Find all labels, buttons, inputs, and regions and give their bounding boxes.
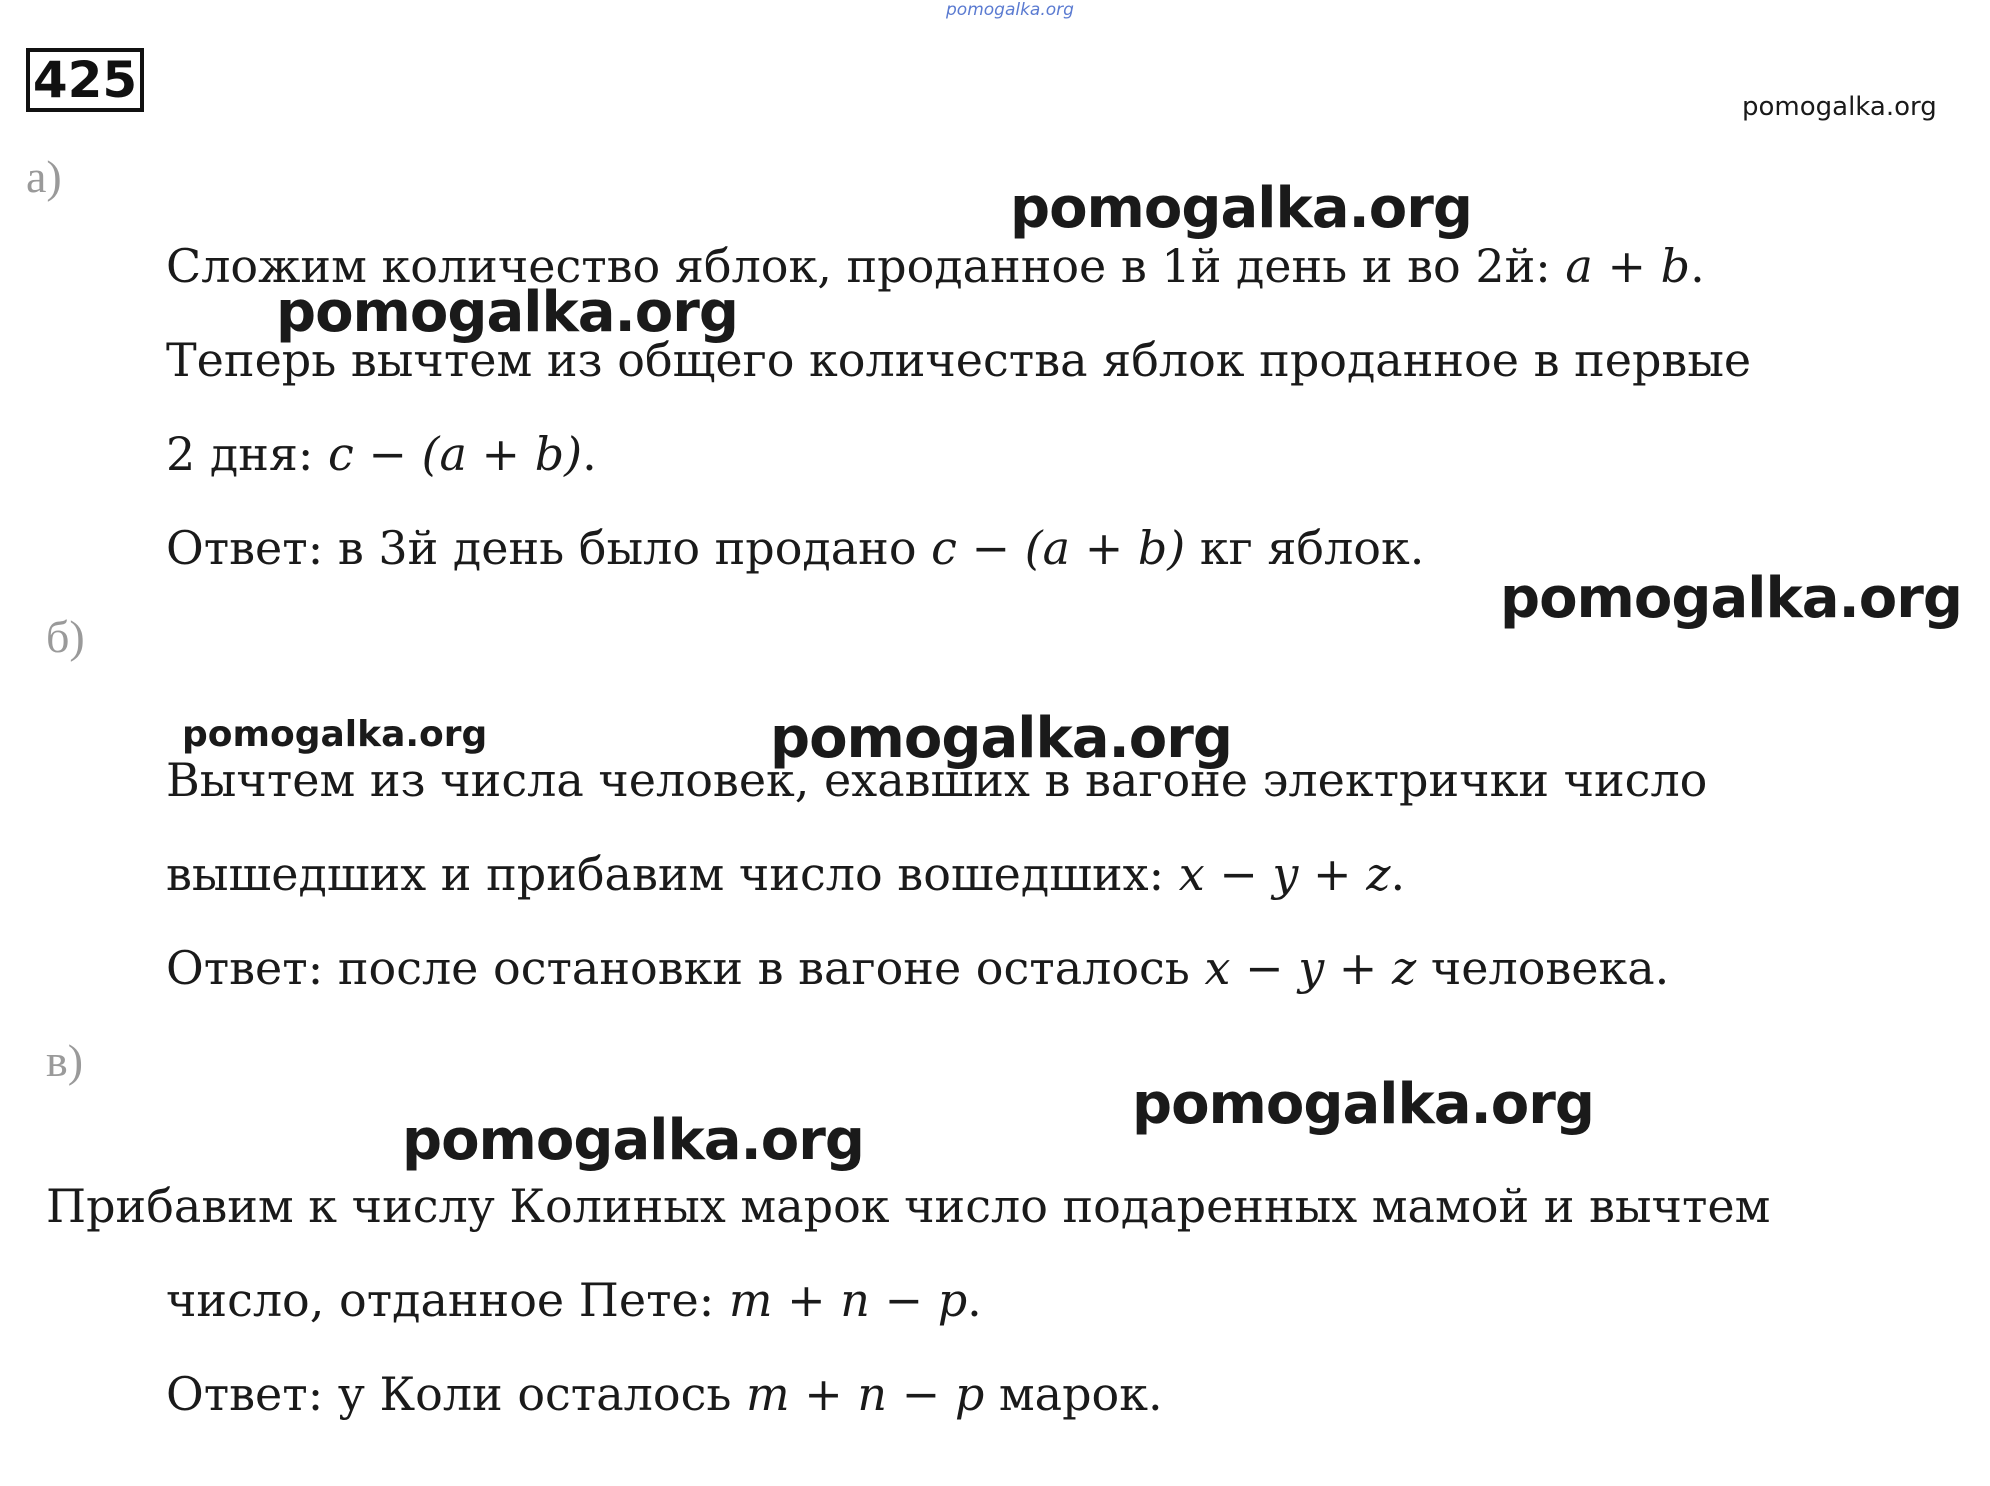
watermark-a-1: pomogalka.org: [1010, 176, 1472, 241]
section-a-label: а): [26, 151, 62, 202]
section-b-answer: [166, 938, 1669, 998]
section-c-line2-math: m + n − p: [728, 1273, 968, 1327]
watermark-top-right: pomogalka.org: [1742, 92, 1937, 122]
section-a-line1-math: a + b: [1565, 239, 1691, 293]
section-a-line3-end: .: [582, 427, 597, 481]
section-a-line1-end: .: [1690, 239, 1705, 293]
section-b-answer-end: человека.: [1416, 941, 1670, 995]
watermark-a-2: pomogalka.org: [276, 280, 738, 345]
watermark-c-2: pomogalka.org: [1132, 1072, 1594, 1137]
section-a-line3: [166, 424, 597, 484]
section-c-answer: [166, 1364, 1163, 1424]
section-b-line2-text: вышедших и прибавим число вошедших:: [166, 847, 1179, 901]
watermark-c-1: pomogalka.org: [402, 1108, 864, 1173]
section-c-line2: [166, 1270, 982, 1330]
section-c-answer-end: марок.: [984, 1367, 1163, 1421]
section-c-line1: Прибавим к числу Колиных марок число подаренных мамой и вычтем: [46, 1179, 1771, 1233]
section-b-line2: [166, 844, 1405, 904]
section-b-label: б): [46, 611, 85, 662]
section-b-line2-end: .: [1390, 847, 1406, 901]
section-a-line1-text: Сложим количество яблок, проданное в 1й день и во 2й:: [166, 239, 1566, 293]
watermark-b-small: pomogalka.org: [182, 714, 488, 755]
section-c-answer-math: m + n − p: [746, 1367, 985, 1421]
section-a-line3-math: c − (a + b): [328, 427, 583, 481]
section-b-line1: Вычтем из числа человек, ехавших в вагоне электрички число: [166, 753, 1708, 807]
watermark-b-big: pomogalka.org: [770, 706, 1232, 771]
problem-number: 425: [26, 48, 144, 112]
section-a-answer-end: кг яблок.: [1185, 521, 1425, 575]
section-a-answer-text: Ответ: в 3й день было продано: [166, 521, 932, 575]
section-a-line3-text: 2 дня:: [166, 427, 329, 481]
watermark-a-3: pomogalka.org: [1500, 566, 1962, 631]
section-a-answer-math: c − (a + b): [931, 521, 1186, 575]
section-c-line2-end: .: [967, 1273, 982, 1327]
section-a-answer: [166, 518, 1424, 578]
section-c-label: в): [46, 1035, 84, 1086]
watermark-top-center: pomogalka.org: [946, 0, 1074, 20]
section-c-line2-text: число, отданное Пете:: [166, 1273, 729, 1327]
section-a-line2: Теперь вычтем из общего количества яблок проданное в первые: [166, 333, 1752, 387]
section-c-answer-text: Ответ: у Коли осталось: [166, 1367, 747, 1421]
section-b-answer-math: x − y + z: [1204, 941, 1417, 995]
section-b-line2-math: x − y + z: [1178, 847, 1391, 901]
section-b-answer-text: Ответ: после остановки в вагоне осталось: [166, 941, 1205, 995]
